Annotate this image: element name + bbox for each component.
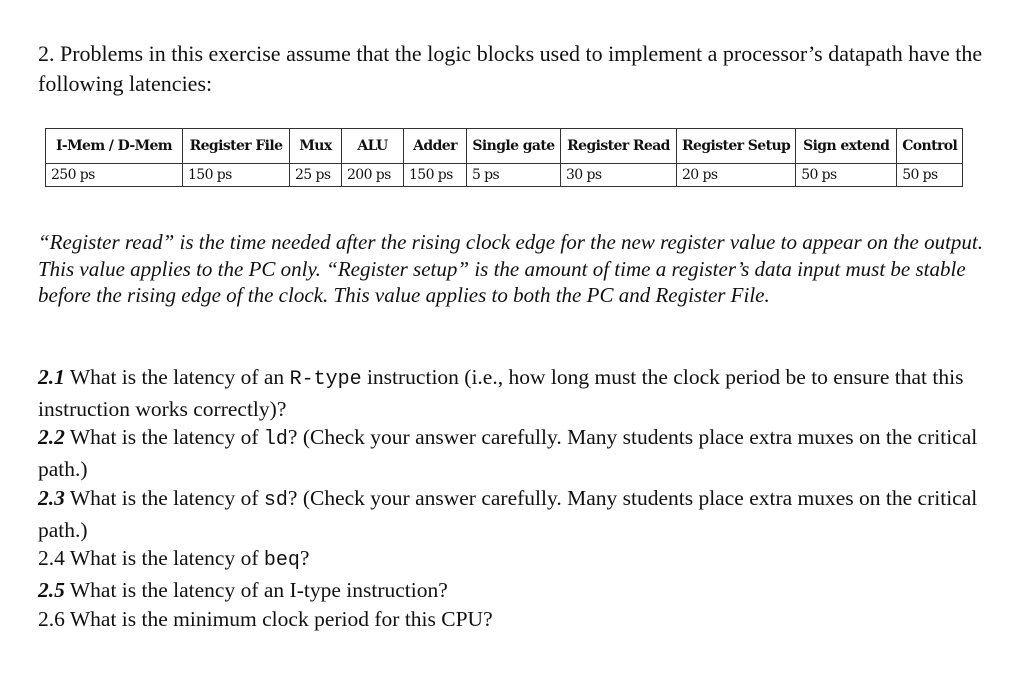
question-text: What is the minimum clock period for this CPU?	[64, 606, 493, 631]
question-text: What is the latency of an	[64, 365, 290, 389]
question-number: 2.2	[38, 425, 65, 450]
register-timing-note: “Register read” is the time needed after the rising clock edge for the new register value to appear on the output. This value applies to the PC only. “Register setup” is the amount of time a register’s data input must be stable before the rising edge of the clock. This value applies to both the PC and Register File.	[38, 230, 984, 307]
value-imem-dmem: 250 ps	[46, 164, 183, 187]
header-register-setup: Register Setup	[677, 129, 796, 164]
latency-value-row	[46, 164, 963, 187]
question-2-3	[38, 484, 998, 544]
header-register-read: Register Read	[561, 129, 677, 164]
question-text: ? (Check your answer carefully. Many students place extra muxes on the critical path.)	[38, 485, 978, 542]
value-single-gate: 5 ps	[467, 164, 561, 187]
header-alu: ALU	[342, 129, 404, 164]
value-alu: 200 ps	[342, 164, 404, 187]
header-sign-extend: Sign extend	[796, 129, 897, 164]
question-number: 2.6	[38, 606, 65, 631]
question-2-2	[38, 423, 998, 483]
header-adder: Adder	[404, 129, 467, 164]
header-mux: Mux	[290, 129, 342, 164]
header-register-file: Register File	[183, 129, 290, 164]
question-text: ? (Check your answer carefully. Many students place extra muxes on the critical path.)	[38, 425, 978, 482]
question-number: 2.1	[38, 365, 65, 389]
question-text: What is the latency of an I-type instruction?	[64, 577, 448, 602]
question-2-1	[38, 363, 998, 423]
question-text: What is the latency of	[64, 485, 264, 510]
question-number: 2.5	[38, 577, 65, 602]
header-control: Control	[897, 129, 963, 164]
value-register-file: 150 ps	[183, 164, 290, 187]
problem-intro: 2. Problems in this exercise assume that the logic blocks used to implement a processor’s datapath have the following latencies:	[38, 41, 983, 96]
question-text: What is the latency of	[64, 425, 264, 450]
question-2-4	[38, 544, 998, 576]
question-2-5	[38, 576, 998, 605]
value-register-setup: 20 ps	[677, 164, 796, 187]
instruction-code: sd	[263, 488, 288, 512]
question-number: 2.4	[38, 546, 65, 571]
question-text: ?	[299, 546, 310, 571]
question-text: What is the latency of	[64, 546, 264, 571]
value-register-read: 30 ps	[561, 164, 677, 187]
latency-header-row	[46, 129, 963, 164]
value-mux: 25 ps	[290, 164, 342, 187]
value-adder: 150 ps	[404, 164, 467, 187]
question-text: instruction (i.e., how long must the clock period be to ensure that this instruction works correctly)?	[38, 365, 964, 421]
value-sign-extend: 50 ps	[796, 164, 897, 187]
latency-table	[45, 128, 963, 187]
instruction-code: beq	[263, 549, 300, 573]
question-list	[38, 363, 998, 633]
header-single-gate: Single gate	[467, 129, 561, 164]
header-imem-dmem: I-Mem / D-Mem	[46, 129, 183, 164]
instruction-code: ld	[263, 428, 288, 452]
question-2-6	[38, 605, 998, 634]
question-number: 2.3	[38, 485, 65, 510]
value-control: 50 ps	[897, 164, 963, 187]
instruction-code: R-type	[289, 368, 362, 391]
